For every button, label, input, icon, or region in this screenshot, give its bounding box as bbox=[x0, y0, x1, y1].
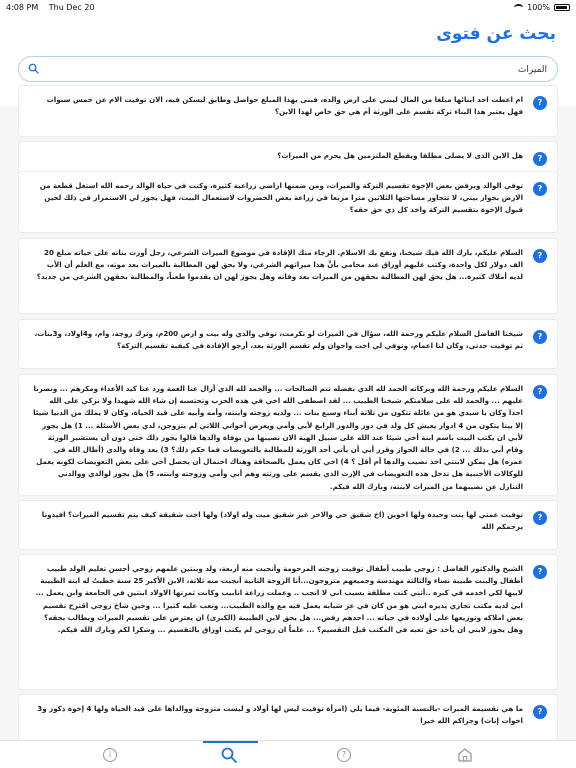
question-card[interactable] bbox=[18, 238, 558, 314]
tab-bar bbox=[0, 740, 576, 768]
active-tab-indicator bbox=[203, 741, 258, 743]
question-card[interactable] bbox=[18, 374, 558, 496]
question-card[interactable] bbox=[18, 85, 558, 137]
status-bar bbox=[0, 0, 576, 16]
question-card[interactable] bbox=[18, 694, 558, 740]
question-mark-icon: ? bbox=[533, 249, 547, 263]
question-mark-icon: ? bbox=[533, 330, 547, 344]
search-icon bbox=[220, 746, 238, 764]
question-card[interactable] bbox=[18, 319, 558, 369]
question-text: توفيت عمتي لها بنت وحيدة ولها اخوين (اخ شقيق حي والاخر غير شقيق ميت وله اولاد) ولها اخت شقيقة كيف يتم تقسيم الميراث؟ افيدونا يرحمكم الله bbox=[41, 510, 523, 532]
battery-percent: 100% bbox=[527, 3, 550, 12]
home-icon bbox=[456, 746, 474, 764]
question-text: شيخنا الفاضل السلام عليكم ورحمة الله، سؤال في الميراث لو تكرمت، توفي والدي وله بيت و ارض 200م، وترك زوجة، وام، و4اولاد، و3بنات، ثم توفيت جدتي، وكان لنا اعمام، وتوفي لي اخت واخوان ولم تقسم الورثة بعد، أرجو الإفادة في كيفية تقسيم التركة؟ bbox=[34, 329, 523, 351]
question-mark-icon: ? bbox=[533, 182, 547, 196]
help-icon: ? bbox=[337, 748, 351, 762]
question-text: ما هي تقسيمة الميراث -بالنسبة المئوية- فيما يلي (امرأة توفيت ليس لها أولاد و ليست متزوجة ووالداها على قيد الحياة ولها 4 إخوة ذكور و3 اخوات إناث) وجزاكم الله خيرا bbox=[37, 704, 523, 726]
battery-icon bbox=[554, 4, 570, 11]
question-mark-icon: ? bbox=[533, 705, 547, 719]
info-icon: i bbox=[103, 748, 117, 762]
question-text: توفي الوالد ويرفض بعض الإخوة تقسيم التركة والميراث، ومن ضمنها اراضي زراعية كثيرة، وكنت في حياة الوالد رحمه الله استغل قطعة من الارض بجوار بيتي، لا تتجاوز مساحتها الثلاثين مترا مربعا في زراعة بعض الخضروات لاستعمال البيت، فهل يجوز لي الاستمرار في ذلك لحين قبول الإخوة بتقسيم التركة واخذ كل ذي حق حقه؟ bbox=[39, 181, 523, 215]
question-card[interactable] bbox=[18, 554, 558, 690]
question-mark-icon: ? bbox=[533, 385, 547, 399]
question-mark-icon: ? bbox=[533, 565, 547, 579]
search-box[interactable] bbox=[18, 56, 558, 82]
question-text: الشيخ والدكتور الفاضل : زوجي طبيب أطفال توفيت زوجته المرحومة وأنجبت منه أربعة، ولد وبنتين علمهم زوجي أحسن تعليم الولد طبيب أطفال والبنت طبيبة نساء والثالثة مهندسة وجميعهم متزوجون...أنا الزوجة الثانية أنجبت منه ثلاثة، الابن الأكبر 25 سنة خطبتُ له ابنة الطبيبة لابيها لكي اخدمه في كبره ..أثني كنت مطلقة بسبب اني لا انجب .. وعملت زراعة انابيب وكانت ثمرتها الاولاد ابنتين في الجامعة وابن يعمل ... ابي لديه مكتب تجاري يديره ابني هو من كان في عز شبابه يعمل فيه مع والده الطبيب... وتعب عليه كثيرا ... وحين شاخ زوجي اقترح تقسيم بعض املاكه وتوزيعها على أولاده في حياته ... احدهم رفض... هل يحق لابن الطبيبة (الكبرى) ان يعترض على تقسيم الميراث ويطالب بحقه؟ وهل يجوز لابني ان يأخذ حق تعبه في المكتب قبل التقسيم؟ ... علماً ان زوجي لم يكتب اوراق بالتقسيم ... وشكرا لكم وبارك الله فيكم. bbox=[35, 564, 523, 635]
question-text: ام اعطت احد ابنائها مبلغا من المال ليبني على ارض والده، فبنى بهذا المبلغ حواصل وطابق ليسكن فيه، الان توفيت الام عن خمس سنوات فهل يعتبر هذا البناء تركة تقسم على الورثة أم هي حق خاص لهذا الابن؟ bbox=[46, 95, 523, 117]
tab-info[interactable] bbox=[101, 746, 119, 764]
question-mark-icon: ? bbox=[533, 96, 547, 110]
question-text: السلام عليكم، بارك الله فيك شيخنا، ونفع بك الاسلام. الرجاء منك الإفادة في موضوع الميراث الشرعي، رجل أورث بناته على حياته مبلغ 20 الف دولار لكل واحدة، وكتب عليهم أوراق عند محامي بأنَّ هذا ميراثهم الشرعي، ولا يحق لهن المطالبة بالميراث بعد موته، مع العلم أن الأب لديه أملاك كثيرة... هل يحق لهن المطالبة بحقهن من الميراث بعد وفاته وهل يجوز لهن ان يقدموا طعناً، والمطالبة بحقهن الشرعي من جديد؟ bbox=[36, 248, 523, 282]
question-mark-icon: ? bbox=[533, 511, 547, 525]
question-mark-icon: ? bbox=[533, 152, 547, 166]
question-card[interactable] bbox=[18, 500, 558, 550]
search-icon[interactable] bbox=[28, 63, 39, 74]
tab-search[interactable] bbox=[220, 746, 238, 764]
fatwa-list bbox=[0, 80, 576, 740]
question-text: هل الابن الذى لا يصلى مطلقا ويقطع الملتزمين هل يحرم من الميراث؟ bbox=[277, 151, 523, 160]
tab-help[interactable] bbox=[335, 746, 353, 764]
status-date: Thu Dec 20 bbox=[48, 3, 95, 12]
search-input[interactable] bbox=[49, 61, 547, 78]
status-time: 4:08 PM bbox=[6, 3, 39, 12]
wifi-icon bbox=[514, 4, 523, 11]
tab-home[interactable] bbox=[456, 746, 474, 764]
question-text: السلام عليكم ورحمة الله وبركاته الحمد لله الذي بفضله تتم الصالحات ... والحمد لله الذي أزال عنا الغمة ورد عنا كيد الأعداء ومكرهم ... ونصرنا عليهم ... والحمد لله على سلامتكم شيخنا الطبيب ... لقد اصطفى الله اخي في هذه الحرب وتحتسبه إن شاء الله شهيدا ولا نزكي على الله احدا وكان يا سيدي هو من عائلة تتكون من ثلاثة أبناء وسبع بنات ... ولديه زوجته وابنته، وأمه وأبيه على قيد الحياة، وكان لا يملك من الدنيا شيئا إلا بيتا يتكون من 4 ادوار يعيش كل ولد في دور والدور الرابع لأبي وأمي ويعرض أخواتي اللاتي لم يتزوجن، لدي بعض الأسئلة ... 1) هل يجوز لأبي ان يكتب البيت باسم ابنة أخي شيئا عند الله على سبيل الهبة الان نصيبها من بوفاة والدها قالوا يجوز ذلك حتى دون أن يستشير الورثة وقام أبي بذلك ... 2) في حالة الجواز وقرر أبي أن يأتي أحد الورثة للمطالبة بالتعويضات فما حكم ذلك؟ 3) بعد وفاة والدي (أطال الله في عمره) هل يمكن لابنتي اخذ نصيب والدها أم أقل ؟ 4) اخي كان يعمل بالصحافة وهناك احتمال أن يحصل أخي على بعض التعويضات لكونه يعمل للوكالات الأجنبية هل تدخل هذه التعويضات في الإرث الذي يقسم على ورثته وهم أبي وأمي وزوجته وابنته، 5) هل يجوز لوالدي ووالدتي التنازل عن نصيبهما من الميراث لابنته، وبارك الله فيكم. bbox=[33, 384, 523, 491]
question-card[interactable] bbox=[18, 171, 558, 233]
page-title: بحث عن فتوى bbox=[436, 24, 556, 44]
